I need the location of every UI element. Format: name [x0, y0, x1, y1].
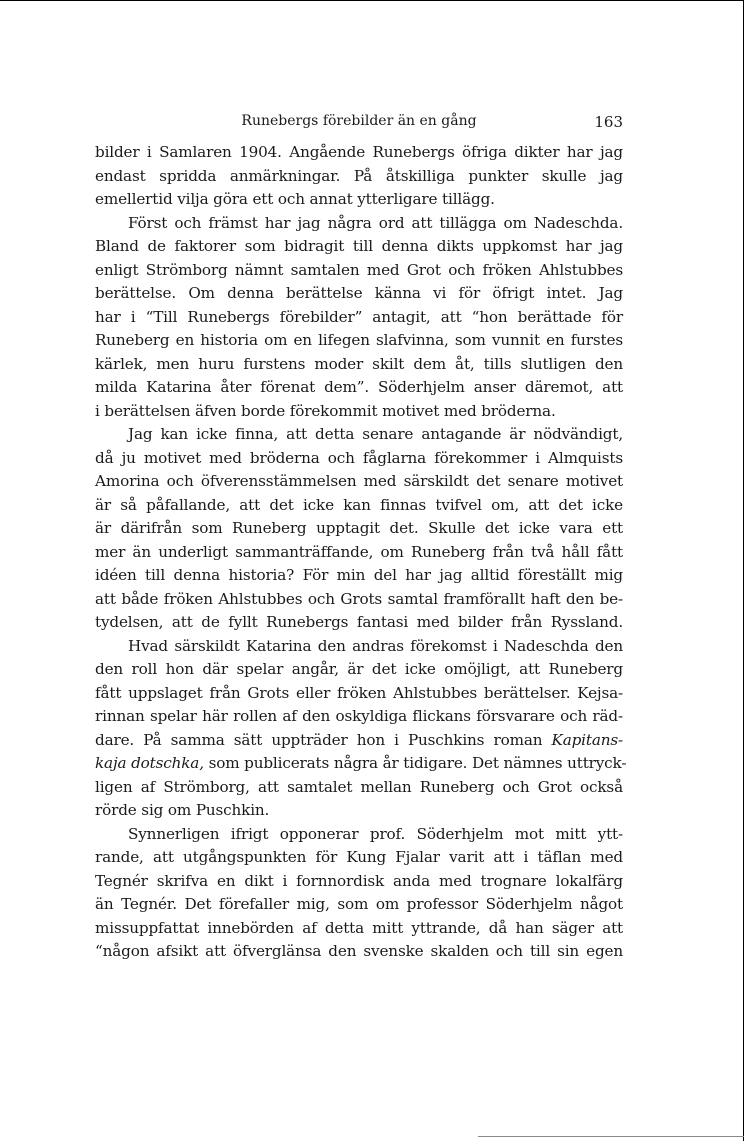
text-line: bilder i Samlaren 1904. Angående Runebergs öfriga dikter har jag — [95, 143, 623, 161]
text-line: emellertid vilja göra ett och annat ytterligare tillägg. — [95, 190, 495, 208]
text-line: rörde sig om Puschkin. — [95, 801, 270, 819]
text-segment: som publicerats några år tidigare. Det nämnes uttryck- — [208, 754, 627, 772]
page-edge-bottom — [478, 1136, 744, 1137]
text-line-with-italic — [95, 752, 627, 776]
text-line: enligt Strömborg nämnt samtalen med Grot och fröken Ahlstubbes — [95, 260, 623, 279]
paragraph-3 — [95, 423, 623, 635]
text-line: berättelse. Om denna berättelse känna vi för öfrigt intet. Jag — [95, 284, 623, 302]
text-line: den roll hon där spelar angår, är det icke omöjligt, att Runeberg — [95, 660, 623, 678]
text-line: rinnan spelar här rollen af den oskyldiga flickans försvarare och räd- — [95, 707, 623, 725]
italic-title: kaja dotschka, — [95, 754, 204, 772]
italic-title: Kapitans- — [551, 730, 623, 749]
text-segment: dare. På samma sätt uppträder hon i Puschkins roman — [95, 730, 543, 749]
text-line: då ju motivet med bröderna och fåglarna förekommer i Almquists — [95, 448, 623, 467]
text-line: Synnerligen ifrigt opponerar prof. Söderhjelm mot mitt ytt- — [128, 824, 623, 843]
text-line: är så påfallande, att det icke kan finnas tvifvel om, att det icke — [95, 495, 623, 514]
text-line: att både fröken Ahlstubbes och Grots samtal framförallt haft den be- — [95, 589, 623, 608]
text-line: kärlek, men huru furstens moder skilt dem åt, tills slutligen den — [95, 354, 623, 373]
text-line: Hvad särskildt Katarina den andras förekomst i Nadeschda den — [128, 636, 623, 655]
text-line: endast spridda anmärkningar. På åtskilliga punkter skulle jag — [95, 166, 623, 185]
text-line: missuppfattat innebörden af detta mitt yttrande, då han säger att — [95, 918, 623, 937]
page-title: Runebergs förebilder än en gång — [241, 113, 477, 129]
text-line: Runeberg en historia om en lifegen slafvinna, som vunnit en furstes — [95, 331, 623, 349]
text-line: rande, att utgångspunkten för Kung Fjalar varit att i täflan med — [95, 848, 623, 866]
running-head — [95, 113, 623, 133]
text-line: fått uppslaget från Grots eller fröken Ahlstubbes berättelser. Kejsa- — [95, 683, 623, 702]
text-line: än Tegnér. Det förefaller mig, som om professor Söderhjelm något — [95, 895, 623, 913]
paragraph-1 — [95, 141, 623, 212]
text-line: mer än underligt sammanträffande, om Runeberg från två håll fått — [95, 542, 623, 561]
text-line: Jag kan icke finna, att detta senare antagande är nödvändigt, — [128, 425, 623, 443]
text-line: Bland de faktorer som bidragit till denna dikts uppkomst har jag — [95, 237, 623, 255]
text-line: “någon afsikt att öfverglänsa den svenske skalden och till sin egen — [95, 942, 623, 960]
text-line: idéen till denna historia? För min del har jag alltid föreställt mig — [95, 566, 623, 584]
text-line: har i “Till Runebergs förebilder” antagit, att “hon berättade för — [95, 307, 623, 326]
text-line: i berättelsen äfven borde förekommit motivet med bröderna. — [95, 401, 556, 420]
paragraph-2 — [95, 212, 623, 424]
text-line: Tegnér skrifva en dikt i fornnordisk anda med trognare lokalfärg — [95, 871, 623, 890]
text-line: Amorina och öfverensstämmelsen med särskildt det senare motivet — [95, 472, 623, 490]
text-line-with-italic — [95, 729, 623, 753]
body-text — [95, 141, 627, 964]
page-number: 163 — [594, 113, 623, 131]
page-edge-top — [0, 0, 744, 1]
paragraph-4 — [95, 635, 627, 823]
text-line: är därifrån som Runeberg upptagit det. Skulle det icke vara ett — [95, 519, 623, 537]
text-line: milda Katarina åter förenat dem”. Söderhjelm anser däremot, att — [95, 378, 623, 396]
text-line: tydelsen, att de fyllt Runebergs fantasi med bilder från Ryssland. — [95, 613, 623, 631]
text-line: Först och främst har jag några ord att tillägga om Nadeschda. — [128, 213, 623, 232]
text-line: ligen af Strömborg, att samtalet mellan Runeberg och Grot också — [95, 777, 623, 796]
paragraph-5 — [95, 823, 623, 964]
